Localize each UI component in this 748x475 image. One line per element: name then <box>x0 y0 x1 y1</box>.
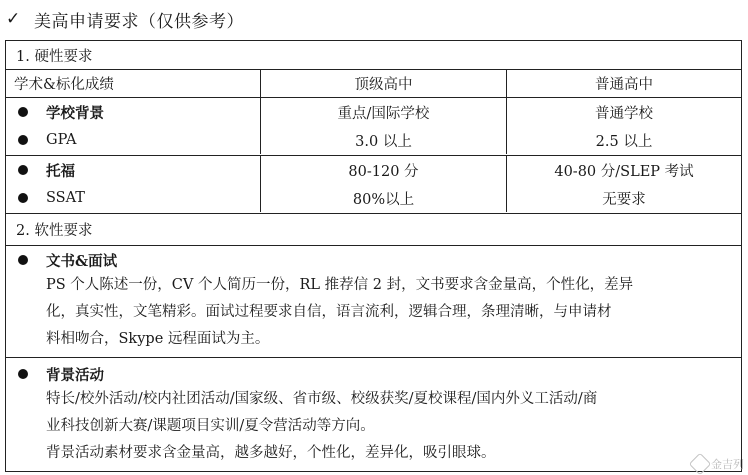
header-top-school: 顶级高中 <box>260 70 506 97</box>
header-normal-school: 普通高中 <box>506 70 741 97</box>
paragraph-line: 料相吻合，Skype 远程面试为主。 <box>46 331 270 347</box>
bullet-icon <box>18 165 28 175</box>
row-label-ssat: SSAT <box>6 184 260 212</box>
paragraph-line: 背景活动素材要求含金量高，越多越好，个性化，差异化，吸引眼球。 <box>46 445 496 461</box>
row-label-toefl: 托福 <box>6 156 260 184</box>
cell-normal-school-bg: 普通学校 <box>506 98 741 126</box>
document-title-row <box>6 4 244 34</box>
watermark-logo-icon <box>689 453 712 475</box>
cell-top-ssat: 80%以上 <box>260 184 506 212</box>
paragraph-line: 特长/校外活动/校内社团活动/国家级、省市级、校级获奖/夏校课程/国内外义工活动/商 <box>46 391 598 407</box>
row-label-gpa: GPA <box>6 126 260 154</box>
table-row <box>6 184 741 212</box>
table-row <box>6 126 741 154</box>
cell-top-school-bg: 重点/国际学校 <box>260 98 506 126</box>
soft-item-background-activities <box>6 357 741 471</box>
cell-normal-ssat: 无要求 <box>506 184 741 212</box>
bullet-icon <box>18 193 28 203</box>
document-title: 美高申请要求（仅供参考） <box>34 11 244 32</box>
table-group-2 <box>6 155 741 213</box>
soft-item-essay-interview <box>6 245 741 357</box>
paragraph-line: PS 个人陈述一份，CV 个人简历一份，RL 推荐信 2 封，文书要求含金量高，个性化，差异 <box>46 277 634 293</box>
checkmark-icon: ✓ <box>6 9 21 29</box>
soft-item-2-text <box>46 386 731 467</box>
section-1-heading: 1. 硬性要求 <box>16 48 93 65</box>
cell-normal-toefl: 40-80 分/SLEP 考试 <box>506 156 741 184</box>
bullet-icon <box>18 255 28 265</box>
soft-item-1-text <box>46 272 731 353</box>
watermark-text: 金吉列 <box>711 458 744 471</box>
bullet-icon <box>18 135 28 145</box>
section-1-heading-row <box>6 41 741 69</box>
table-header-row <box>6 69 741 97</box>
section-2-heading-row <box>6 213 741 245</box>
section-2-heading: 2. 软性要求 <box>16 223 93 239</box>
row-label-school: 学校背景 <box>6 98 260 126</box>
soft-item-1-label: 文书&面试 <box>6 246 117 274</box>
cell-top-toefl: 80-120 分 <box>260 156 506 184</box>
bullet-icon <box>18 107 28 117</box>
header-category: 学术&标化成绩 <box>14 77 114 93</box>
table-row <box>6 156 741 184</box>
cell-normal-gpa: 2.5 以上 <box>506 126 741 154</box>
cell-top-gpa: 3.0 以上 <box>260 126 506 154</box>
paragraph-line: 化，真实性，文笔精彩。面试过程要求自信，语言流利，逻辑合理，条理清晰，与申请材 <box>46 304 612 320</box>
requirements-table <box>5 40 742 472</box>
table-group-1 <box>6 97 741 155</box>
watermark <box>692 456 744 472</box>
bullet-icon <box>18 369 28 379</box>
table-row <box>6 98 741 126</box>
paragraph-line: 业科技创新大赛/课题项目实训/夏令营活动等方向。 <box>46 418 375 434</box>
soft-item-2-label: 背景活动 <box>6 360 104 388</box>
